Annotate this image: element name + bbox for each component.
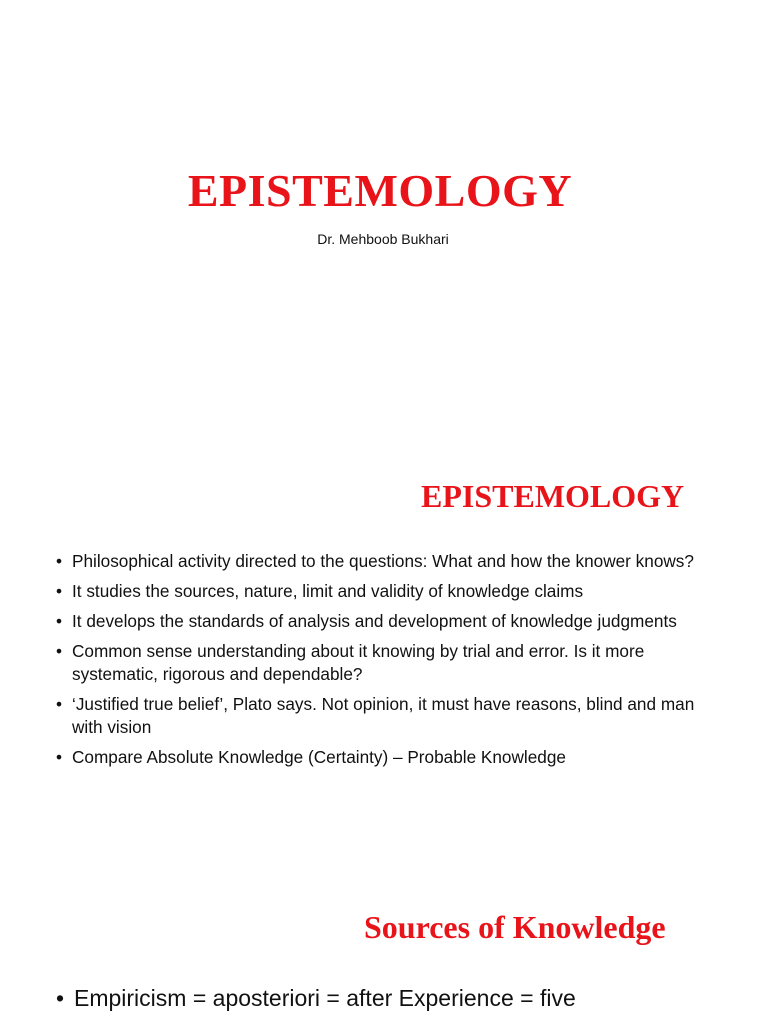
- bullet-icon: •: [56, 551, 63, 571]
- slide-title: EPISTEMOLOGY: [187, 165, 573, 216]
- list-item: [56, 580, 724, 603]
- epistemology-slide: [0, 432, 768, 864]
- list-item-text: Common sense understanding about it knowing by trial and error. Is it more systematic, rigorous and dependable?: [72, 641, 645, 684]
- list-item: [56, 610, 724, 633]
- list-item: [56, 640, 724, 686]
- list-item-text: It develops the standards of analysis and development of knowledge judgments: [72, 611, 677, 631]
- list-item-text: Empiricism = aposteriori = after Experience = five: [74, 985, 576, 1011]
- author-name: Dr. Mehboob Bukhari: [317, 231, 449, 247]
- slide-title: Sources of Knowledge: [364, 909, 666, 945]
- sources-slide: [0, 864, 768, 1024]
- title-slide: [0, 0, 768, 432]
- list-item-text: ‘Justified true belief’, Plato says. Not opinion, it must have reasons, blind and man with vision: [72, 694, 695, 737]
- bullet-icon: •: [56, 694, 63, 714]
- list-item-text: It studies the sources, nature, limit and validity of knowledge claims: [72, 581, 584, 601]
- bullet-icon: •: [56, 641, 63, 661]
- bullet-icon: •: [56, 985, 65, 1011]
- bullet-icon: •: [56, 747, 63, 767]
- bullet-icon: •: [56, 581, 63, 601]
- list-item: [56, 746, 724, 769]
- bullet-list: [56, 550, 724, 776]
- slide-title: EPISTEMOLOGY: [421, 478, 685, 514]
- bullet-icon: •: [56, 611, 63, 631]
- bullet-list: [56, 982, 756, 1014]
- list-item: [56, 550, 724, 573]
- list-item: [56, 982, 756, 1014]
- list-item-text: Compare Absolute Knowledge (Certainty) – Probable Knowledge: [72, 747, 566, 767]
- list-item-text: Philosophical activity directed to the questions: What and how the knower knows?: [72, 551, 694, 571]
- list-item: [56, 693, 724, 739]
